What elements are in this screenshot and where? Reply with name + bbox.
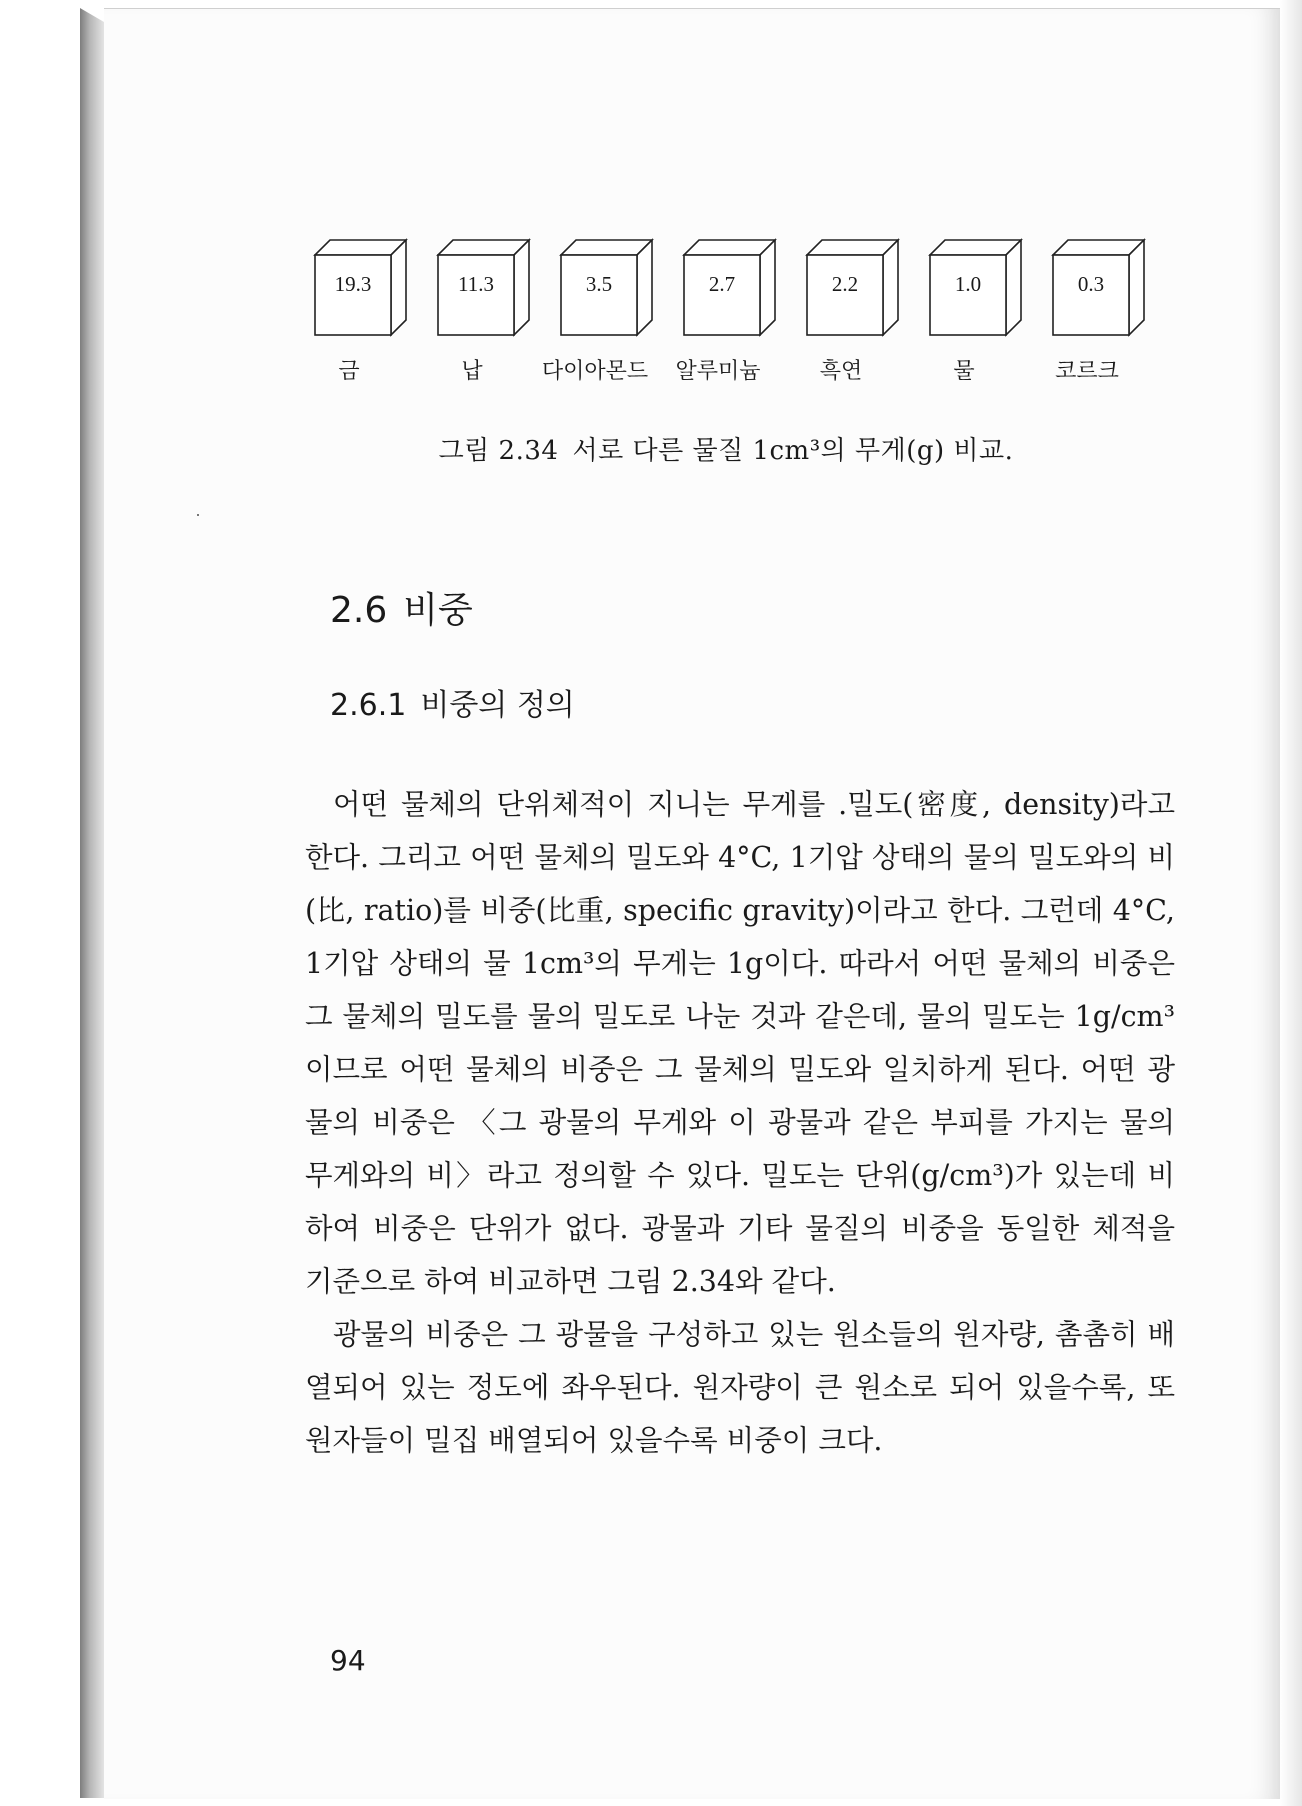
body-text xyxy=(305,778,1175,1467)
figure-caption-text: 서로 다른 물질 1cm³의 무게(g) 비교. xyxy=(572,436,1014,466)
paragraph-1: 어떤 물체의 단위체적이 지니는 무게를 .밀도(密度, density)라고 한다. 그리고 어떤 물체의 밀도와 4°C, 1기압 상태의 물의 밀도와의 비(比, ratio)를 비중(比重, specific gravity)이라고 한다. 그런데 4°C, 1기압 상태의 물 1cm³의 무게는 1g이다. 따라서 어떤 물체의 비중은 그 물체의 밀도를 물의 밀도로 나눈 것과 같은데, 물의 밀도는 1g/cm³이므로 어떤 물체의 비중은 그 물체의 밀도와 일치하게 된다. 어떤 광물의 비중은 〈그 광물의 무게와 이 광물과 같은 부피를 가지는 물의 무게와의 비〉라고 정의할 수 있다. 밀도는 단위(g/cm³)가 있는데 비하여 비중은 단위가 없다. 광물과 기타 물질의 비중을 동일한 체적을 기준으로 하여 비교하면 그림 2.34와 같다. xyxy=(305,788,1175,1298)
cube-label: 금 xyxy=(338,359,360,384)
cube-6 xyxy=(930,240,1021,384)
page-number: 94 xyxy=(330,1644,366,1677)
cube-5 xyxy=(807,240,898,384)
cube-label: 흑연 xyxy=(819,359,863,384)
figure-caption xyxy=(0,430,1302,467)
cube-value: 0.3 xyxy=(1077,272,1105,296)
figure-caption-number: 그림 2.34 xyxy=(438,436,559,466)
cube-label: 알루미늄 xyxy=(675,359,761,384)
cube-value: 11.3 xyxy=(458,272,494,296)
cube-label: 다이아몬드 xyxy=(541,359,649,384)
subsection-title: 비중의 정의 xyxy=(420,688,575,723)
section-number: 2.6 xyxy=(330,590,388,631)
cube-value: 2.2 xyxy=(831,272,859,296)
cube-value: 3.5 xyxy=(585,272,613,296)
cube-value: 2.7 xyxy=(708,272,736,296)
cube-label: 납 xyxy=(461,359,483,384)
density-cubes-figure xyxy=(300,225,1180,395)
subsection-number: 2.6.1 xyxy=(330,688,407,723)
cube-3 xyxy=(542,240,652,384)
cube-4 xyxy=(675,240,775,384)
cube-7 xyxy=(1053,240,1144,384)
subsection-heading xyxy=(330,680,575,724)
cube-label: 코르크 xyxy=(1055,359,1119,384)
cube-label: 물 xyxy=(953,359,975,384)
cube-2 xyxy=(438,240,529,384)
paragraph-2: 광물의 비중은 그 광물을 구성하고 있는 원소들의 원자량, 촘촘히 배열되어 있는 정도에 좌우된다. 원자량이 큰 원소로 되어 있을수록, 또 원자들이 밀집 배열되어 있을수록 비중이 크다. xyxy=(305,1318,1175,1457)
speck xyxy=(197,514,199,516)
book-page-edge xyxy=(80,8,104,1798)
cube-1 xyxy=(315,240,406,384)
cube-value: 19.3 xyxy=(334,272,372,296)
section-heading xyxy=(330,582,473,633)
section-title: 비중 xyxy=(403,590,473,631)
page-shadow xyxy=(1280,0,1302,1806)
cube-value: 1.0 xyxy=(954,272,982,296)
